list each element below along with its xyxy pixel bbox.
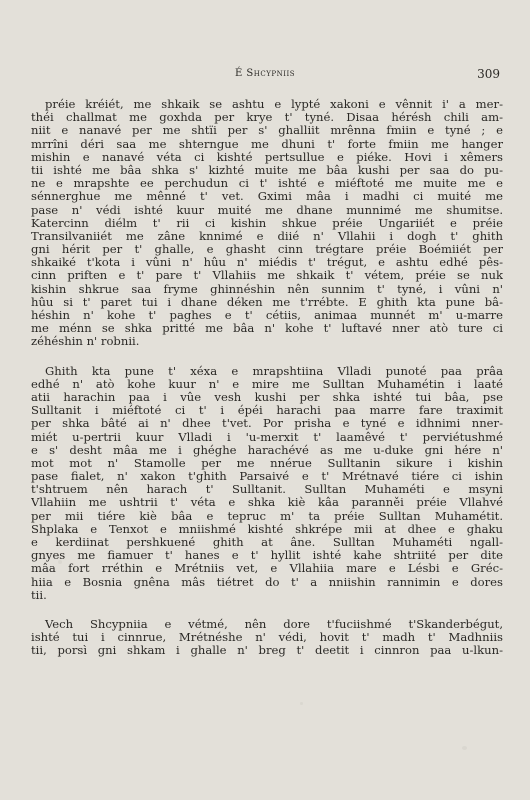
text-line: mâa fort rréthin e Mrétniis vet, e Vllahiia mare e Lésbi e Gréc- [31,562,503,576]
text-line: Sulltanit i miéftoté ci t' i épéi harachi paa marre fare traximit [31,404,503,418]
text-line: Ghith kta pune t' xéxa e mrapshtiina Vlladi punoté paa prâa [45,364,503,378]
text-line: hûu si t' paret tui i dhane déken me t'rrébte. E ghith kta pune bâ- [31,295,503,309]
text-line: préie kréiét, me shkaik se ashtu e lypté xakoni e vênnit i' a mer- [45,98,503,111]
text-line: e kerdiinat pershkuené ghith at âne. Sulltan Muhaméti ngall- [31,536,503,549]
running-head [0,68,530,82]
text-line: tii. [31,588,47,602]
text-line: zéhéshin n' robnii. [31,335,140,349]
text-line: miét u-pertrii kuur Vlladi i 'u-merxit t' laamêvé t' perviétushmé [31,430,503,444]
text-line: niit e nanavé per me shtïi per s' ghalliit mrênna fmiin e tyné ; e [31,124,503,138]
page-number: 309 [477,67,500,81]
running-title: É Shcypniis [234,68,296,79]
text-line: per shka bâté ai n' dhee t'vet. Por prisha e tyné e idhnimi nner- [31,417,503,431]
text-line: sénnerghue me mênné t' vet. Gximi mâa i madhi ci muité me [31,190,503,204]
text-line: pase n' védi ishté kuur muité me dhane munnimé me shumitse. [31,203,503,217]
text-line: e s' desht mâa me i ghéghe harachévé as me u-duke gni hére n' [31,443,503,457]
text-line: gnyes me fiamuer t' hanes e t' hyllit ishté kahe shtriité per dite [31,549,503,563]
text-line: mishin e nanavé véta ci kishté pertsullue e piéke. Hovi i xêmers [31,150,503,164]
paper-speck [300,702,303,705]
text-line: théi challmat me goxhda per krye t' tyné. Disaa hérésh chili am- [31,111,503,125]
paragraph [31,365,503,602]
text-line: Vllahiin me ushtrii t' véta e shka kiè kâa paranněi préie Vllahvé [31,496,503,510]
body-text [31,98,503,674]
text-line: tii ishté me bâa shka s' kizhté muite me bâa kushi per saa do pu- [31,163,503,177]
text-line: me ménn se shka pritté me bâa n' kohe t' luftavé nner atò ture ci [31,322,503,336]
paper-speck [58,560,62,564]
paper-speck [462,746,467,750]
text-line: Vech Shcypniia e vétmé, nên dore t'fuciishmé t'Skanderbégut, [45,617,503,631]
text-line: tii, porsì gni shkam i ghalle n' breg t' deetit i cinnron paa u-lkun- [31,644,503,658]
paper-speck [120,312,125,315]
paragraph [31,618,503,658]
text-line: kishin shkrue saa fryme ghinnéshin nên sunnim t' tyné, i vûni n' [31,282,503,296]
text-line: Shplaka e Tenxot e mniishmé kishté shkrépe mii at dhee e ghaku [31,522,503,536]
text-line: Transilvaniiét me zâne knnimé e diié n' Vllahii i dogh t' ghith [31,229,503,243]
paragraph [31,98,503,349]
text-line: ne e mrapshte ee perchudun ci t' ishté e miéftoté me muite me e [31,177,503,191]
text-line: pase fialet, n' xakon t'ghith Parsaivé e t' Mrétnavé tiére ci ishin [31,470,503,484]
text-line: ishté tui i cinnrue, Mrétnéshe n' védi, hovit t' madh t' Madhniis [31,631,503,645]
paper-speck [412,146,416,150]
text-line: atii harachin paa i vûe vesh kushi per shka ishté tui bâa, pse [31,390,503,404]
text-line: mrrîni déri saa me shterngue me dhuni t' forte fmiin me hanger [31,137,503,151]
text-line: Katercinn diélm t' rii ci kishin shkue préie Ungariiét e préie [31,216,503,230]
text-line: shkaiké t'kota i vûni n' hûu n' miédis t' trégut, e ashtu edhé pês- [31,256,503,270]
text-line: mot mot n' Stamolle per me nnérue Sulltanin sikure i kishin [31,456,503,470]
text-line: edhé n' atò kohe kuur n' e mire me Sulltan Muhamétin i laaté [31,377,503,391]
text-line: cinn priften e t' pare t' Vllahiis me shkaik t' vétem, préie se nuk [31,269,503,283]
text-line: gni hérit per t' ghalle, e ghasht cinn trégtare préie Boémiiét per [31,243,503,257]
text-line: héshin n' kohe t' paghes e t' cétiis, animaa munnét m' u-marre [31,309,503,322]
text-line: t'shtruem nên harach t' Sulltanit. Sulltan Muhaméti e msyni [31,483,503,497]
text-line: per mii tiére kiè bâa e tepruc m' ta préie Sulltan Muhamétit. [31,509,503,523]
text-line: hiia e Bosnia gnêna mâs tiétret do t' a nniishin rannimin e dores [31,575,503,589]
